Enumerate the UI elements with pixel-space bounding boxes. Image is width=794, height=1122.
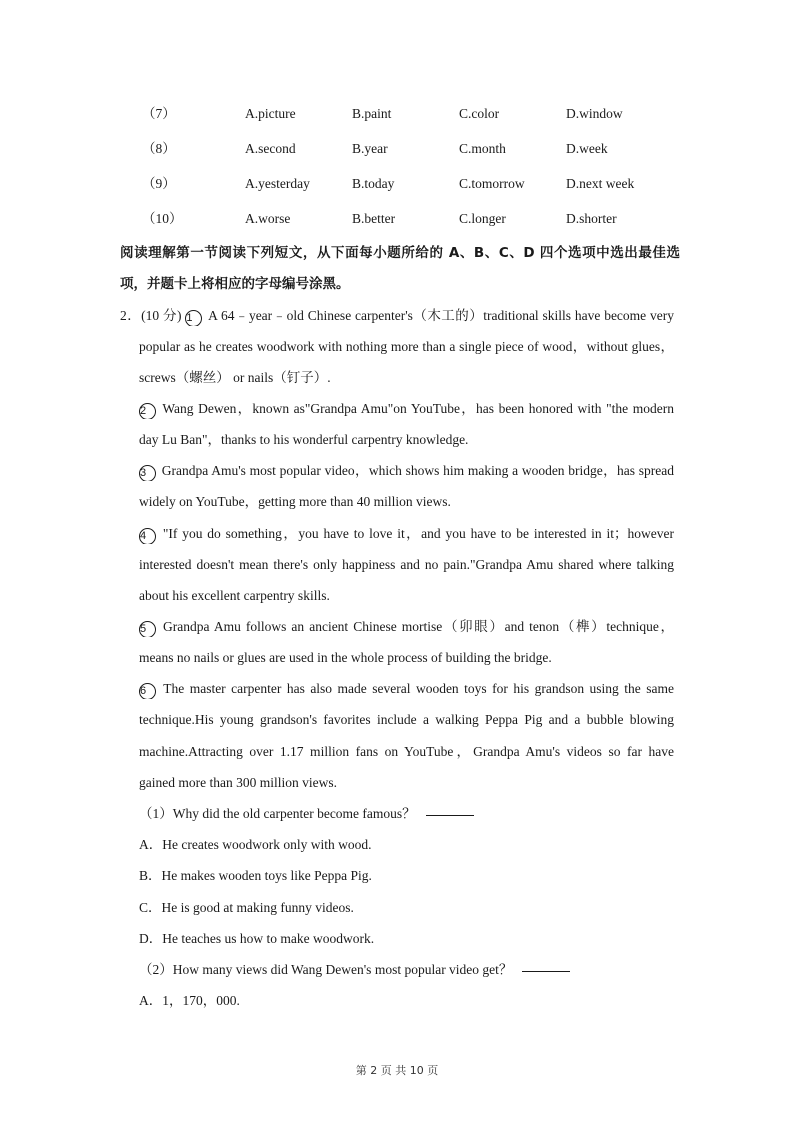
option-a: A.picture	[245, 106, 296, 121]
option-d: D.next week	[566, 176, 635, 191]
passage-line	[139, 399, 674, 419]
section-heading	[120, 238, 680, 300]
passage-line: screws（螺丝） or nails（钉子）.	[139, 370, 331, 385]
passage-line: interested doesn't mean there's only happiness and no pain."Grandpa Amu shared where talking	[139, 557, 674, 572]
passage-text: Wang Dewen，known as"Grandpa Amu"on YouTube，has been honored with "the modern	[162, 401, 674, 416]
passage-line	[139, 461, 674, 481]
option-c: C.color	[459, 106, 500, 121]
passage-line: machine.Attracting over 1.17 million fans on YouTube，Grandpa Amu's videos so far have	[139, 744, 674, 759]
option-number: （10）	[142, 211, 183, 226]
option-row	[0, 104, 794, 124]
passage-line	[139, 679, 674, 699]
option-b: B.today	[352, 176, 395, 191]
option-number: （9）	[142, 176, 176, 191]
paragraph-marker-2: 2	[139, 403, 156, 419]
passage-line: gained more than 300 million views.	[139, 775, 337, 790]
passage-line: day Lu Ban"，thanks to his wonderful carpentry knowledge.	[139, 432, 469, 447]
answer-blank	[426, 814, 474, 816]
option-c: C.tomorrow	[459, 176, 525, 191]
option-b: B.better	[352, 211, 396, 226]
option-b: B.paint	[352, 106, 392, 121]
option-d: D.window	[566, 106, 623, 121]
option-a: A.yesterday	[245, 176, 310, 191]
option-d: D.shorter	[566, 211, 617, 226]
paragraph-marker-6: 6	[139, 683, 156, 699]
option-a: A.worse	[245, 211, 291, 226]
answer-blank	[522, 970, 570, 972]
sub-question-text: （2）How many views did Wang Dewen's most popular video get？	[139, 962, 513, 977]
option-b: B.year	[352, 141, 388, 156]
answer-option-a: A．He creates woodwork only with wood.	[139, 837, 372, 852]
passage-line: popular as he creates woodwork with nothing more than a single piece of wood，without glues，	[139, 339, 674, 354]
option-number: （8）	[142, 141, 176, 156]
paragraph-marker-5: 5	[139, 621, 156, 637]
page-footer: 第 2 页 共 10 页	[355, 1064, 439, 1077]
paragraph-marker-1: 1	[185, 310, 202, 326]
passage-line	[139, 524, 674, 544]
passage-line: technique.His young grandson's favorites include a walking Peppa Pig and a bubble blowing	[139, 712, 674, 727]
passage-text: The master carpenter has also made several wooden toys for his grandson using the same	[163, 681, 674, 696]
option-d: D.week	[566, 141, 608, 156]
option-row	[0, 174, 794, 194]
section-heading-line2: 项，并题卡上将相应的字母编号涂黑。	[120, 276, 350, 292]
passage-text: "If you do something，you have to love it，and you have to be interested in it；however	[162, 526, 674, 541]
option-row	[0, 139, 794, 159]
paragraph-marker-3: 3	[139, 465, 156, 481]
option-a: A.second	[245, 141, 296, 156]
answer-option-b: B．He makes wooden toys like Peppa Pig.	[139, 868, 372, 883]
passage-line: widely on YouTube，getting more than 40 million views.	[139, 494, 451, 509]
passage-line	[120, 306, 674, 326]
paragraph-marker-4: 4	[139, 528, 156, 544]
option-c: C.longer	[459, 211, 506, 226]
sub-question-text: （1）Why did the old carpenter become famous？	[139, 806, 416, 821]
sub-question-2	[139, 960, 570, 980]
passage-line	[139, 617, 674, 637]
passage-text: A 64﹣year﹣old Chinese carpenter's（木工的）traditional skills have become very	[208, 308, 674, 323]
sub-question-1	[139, 804, 474, 824]
passage-line: about his excellent carpentry skills.	[139, 588, 330, 603]
answer-option-a: A．1，170，000.	[139, 993, 240, 1008]
option-c: C.month	[459, 141, 506, 156]
passage-line: means no nails or glues are used in the whole process of building the bridge.	[139, 650, 552, 665]
option-number: （7）	[142, 106, 176, 121]
passage-text: Grandpa Amu follows an ancient Chinese mortise（卯眼）and tenon（榫）technique，	[163, 619, 674, 634]
option-row	[0, 209, 794, 229]
answer-option-c: C．He is good at making funny videos.	[139, 900, 354, 915]
answer-option-d: D．He teaches us how to make woodwork.	[139, 931, 375, 946]
section-heading-line1: 阅读理解第一节阅读下列短文，从下面每小题所给的 A、B、C、D 四个选项中选出最佳选	[120, 245, 680, 261]
passage-text: Grandpa Amu's most popular video，which shows him making a wooden bridge，has spread	[161, 463, 674, 478]
question-prefix: 2．(10 分)	[120, 308, 182, 323]
